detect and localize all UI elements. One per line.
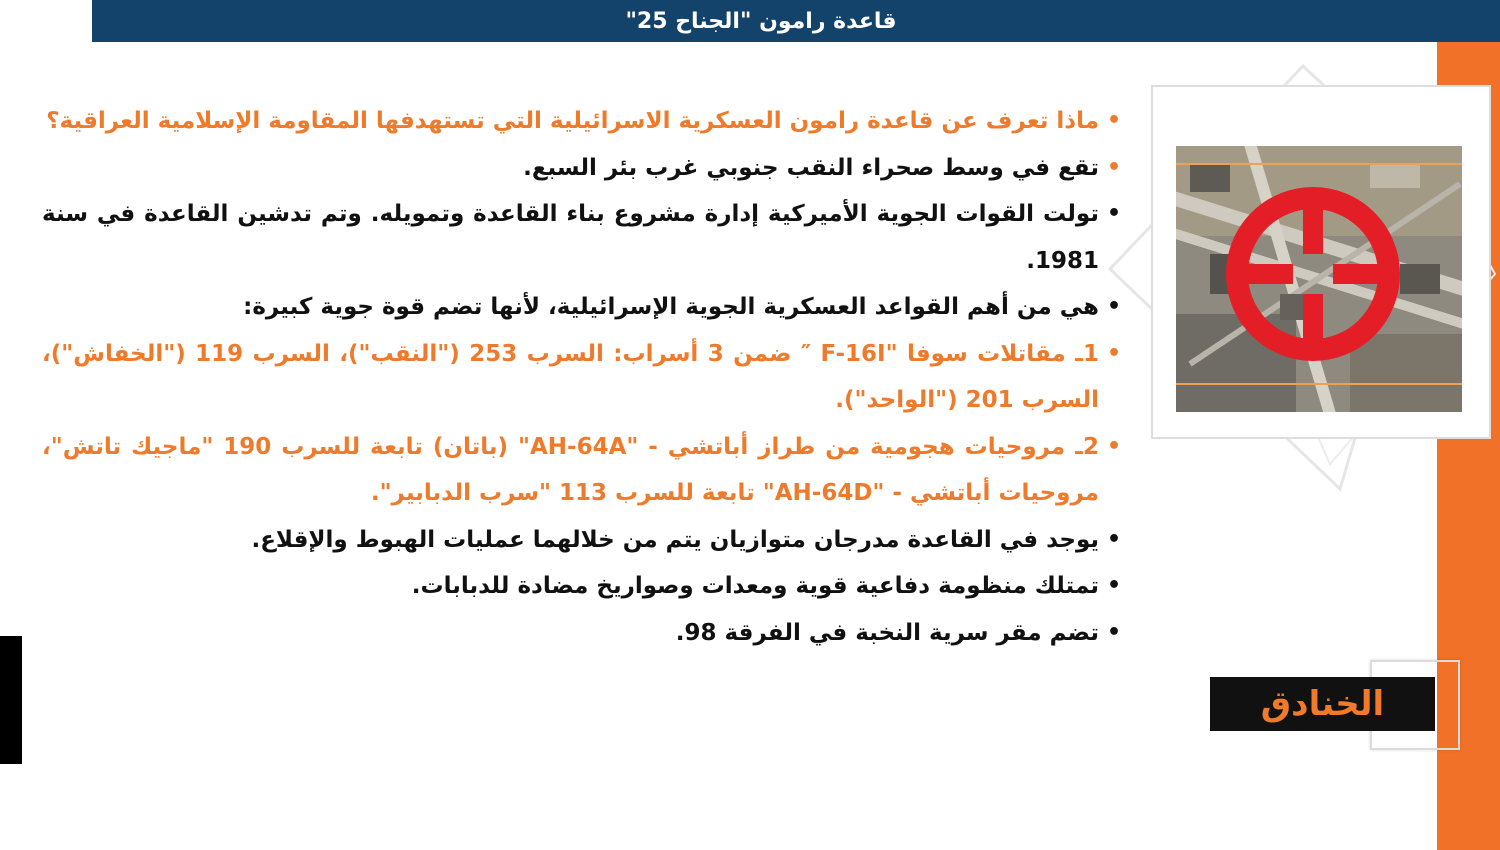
black-edge-mark <box>0 636 22 764</box>
logo-text: الخنادق <box>1260 684 1385 724</box>
aerial-photo-frame <box>1100 64 1500 494</box>
article-body <box>42 98 1117 656</box>
bullet-helicopters: • 2ـ مروحيات هجومية من طراز أباتشي - "AH-64A" (باتان) تابعة للسرب 190 "ماجيك تاتش"، مروحيات أباتشي - "AH-64D" تابعة للسرب 113 "سرب الدبابير". <box>42 424 1099 517</box>
bullet-location: • تقع في وسط صحراء النقب جنوبي غرب بئر السبع. <box>42 145 1099 192</box>
page-title: قاعدة رامون "الجناح 25" <box>625 8 897 34</box>
bullet-elite-unit: • تضم مقر سرية النخبة في الفرقة 98. <box>42 610 1099 657</box>
title-bar <box>92 0 1500 42</box>
brand-logo <box>1210 677 1435 731</box>
bullet-construction: • تولت القوات الجوية الأميركية إدارة مشروع بناء القاعدة وتمويله. وتم تدشين القاعدة في سنة 1981. <box>42 191 1099 284</box>
bullet-list <box>42 98 1117 656</box>
bullet-defense: • تمتلك منظومة دفاعية قوية ومعدات وصواريخ مضادة للدبابات. <box>42 563 1099 610</box>
bullet-question: • ماذا تعرف عن قاعدة رامون العسكرية الاسرائيلية التي تستهدفها المقاومة الإسلامية العراقية؟ <box>42 98 1099 145</box>
bullet-runways: • يوجد في القاعدة مدرجان متوازيان يتم من خلالهما عمليات الهبوط والإقلاع. <box>42 517 1099 564</box>
aerial-crosshair-image <box>1100 64 1500 494</box>
bullet-importance: • هي من أهم القواعد العسكرية الجوية الإسرائيلية، لأنها تضم قوة جوية كبيرة: <box>42 284 1099 331</box>
bullet-fighters: • 1ـ مقاتلات سوفا "F-16I ″ ضمن 3 أسراب: السرب 253 ("النقب")، السرب 119 ("الخفاش")، السرب 201 ("الواحد"). <box>42 331 1099 424</box>
